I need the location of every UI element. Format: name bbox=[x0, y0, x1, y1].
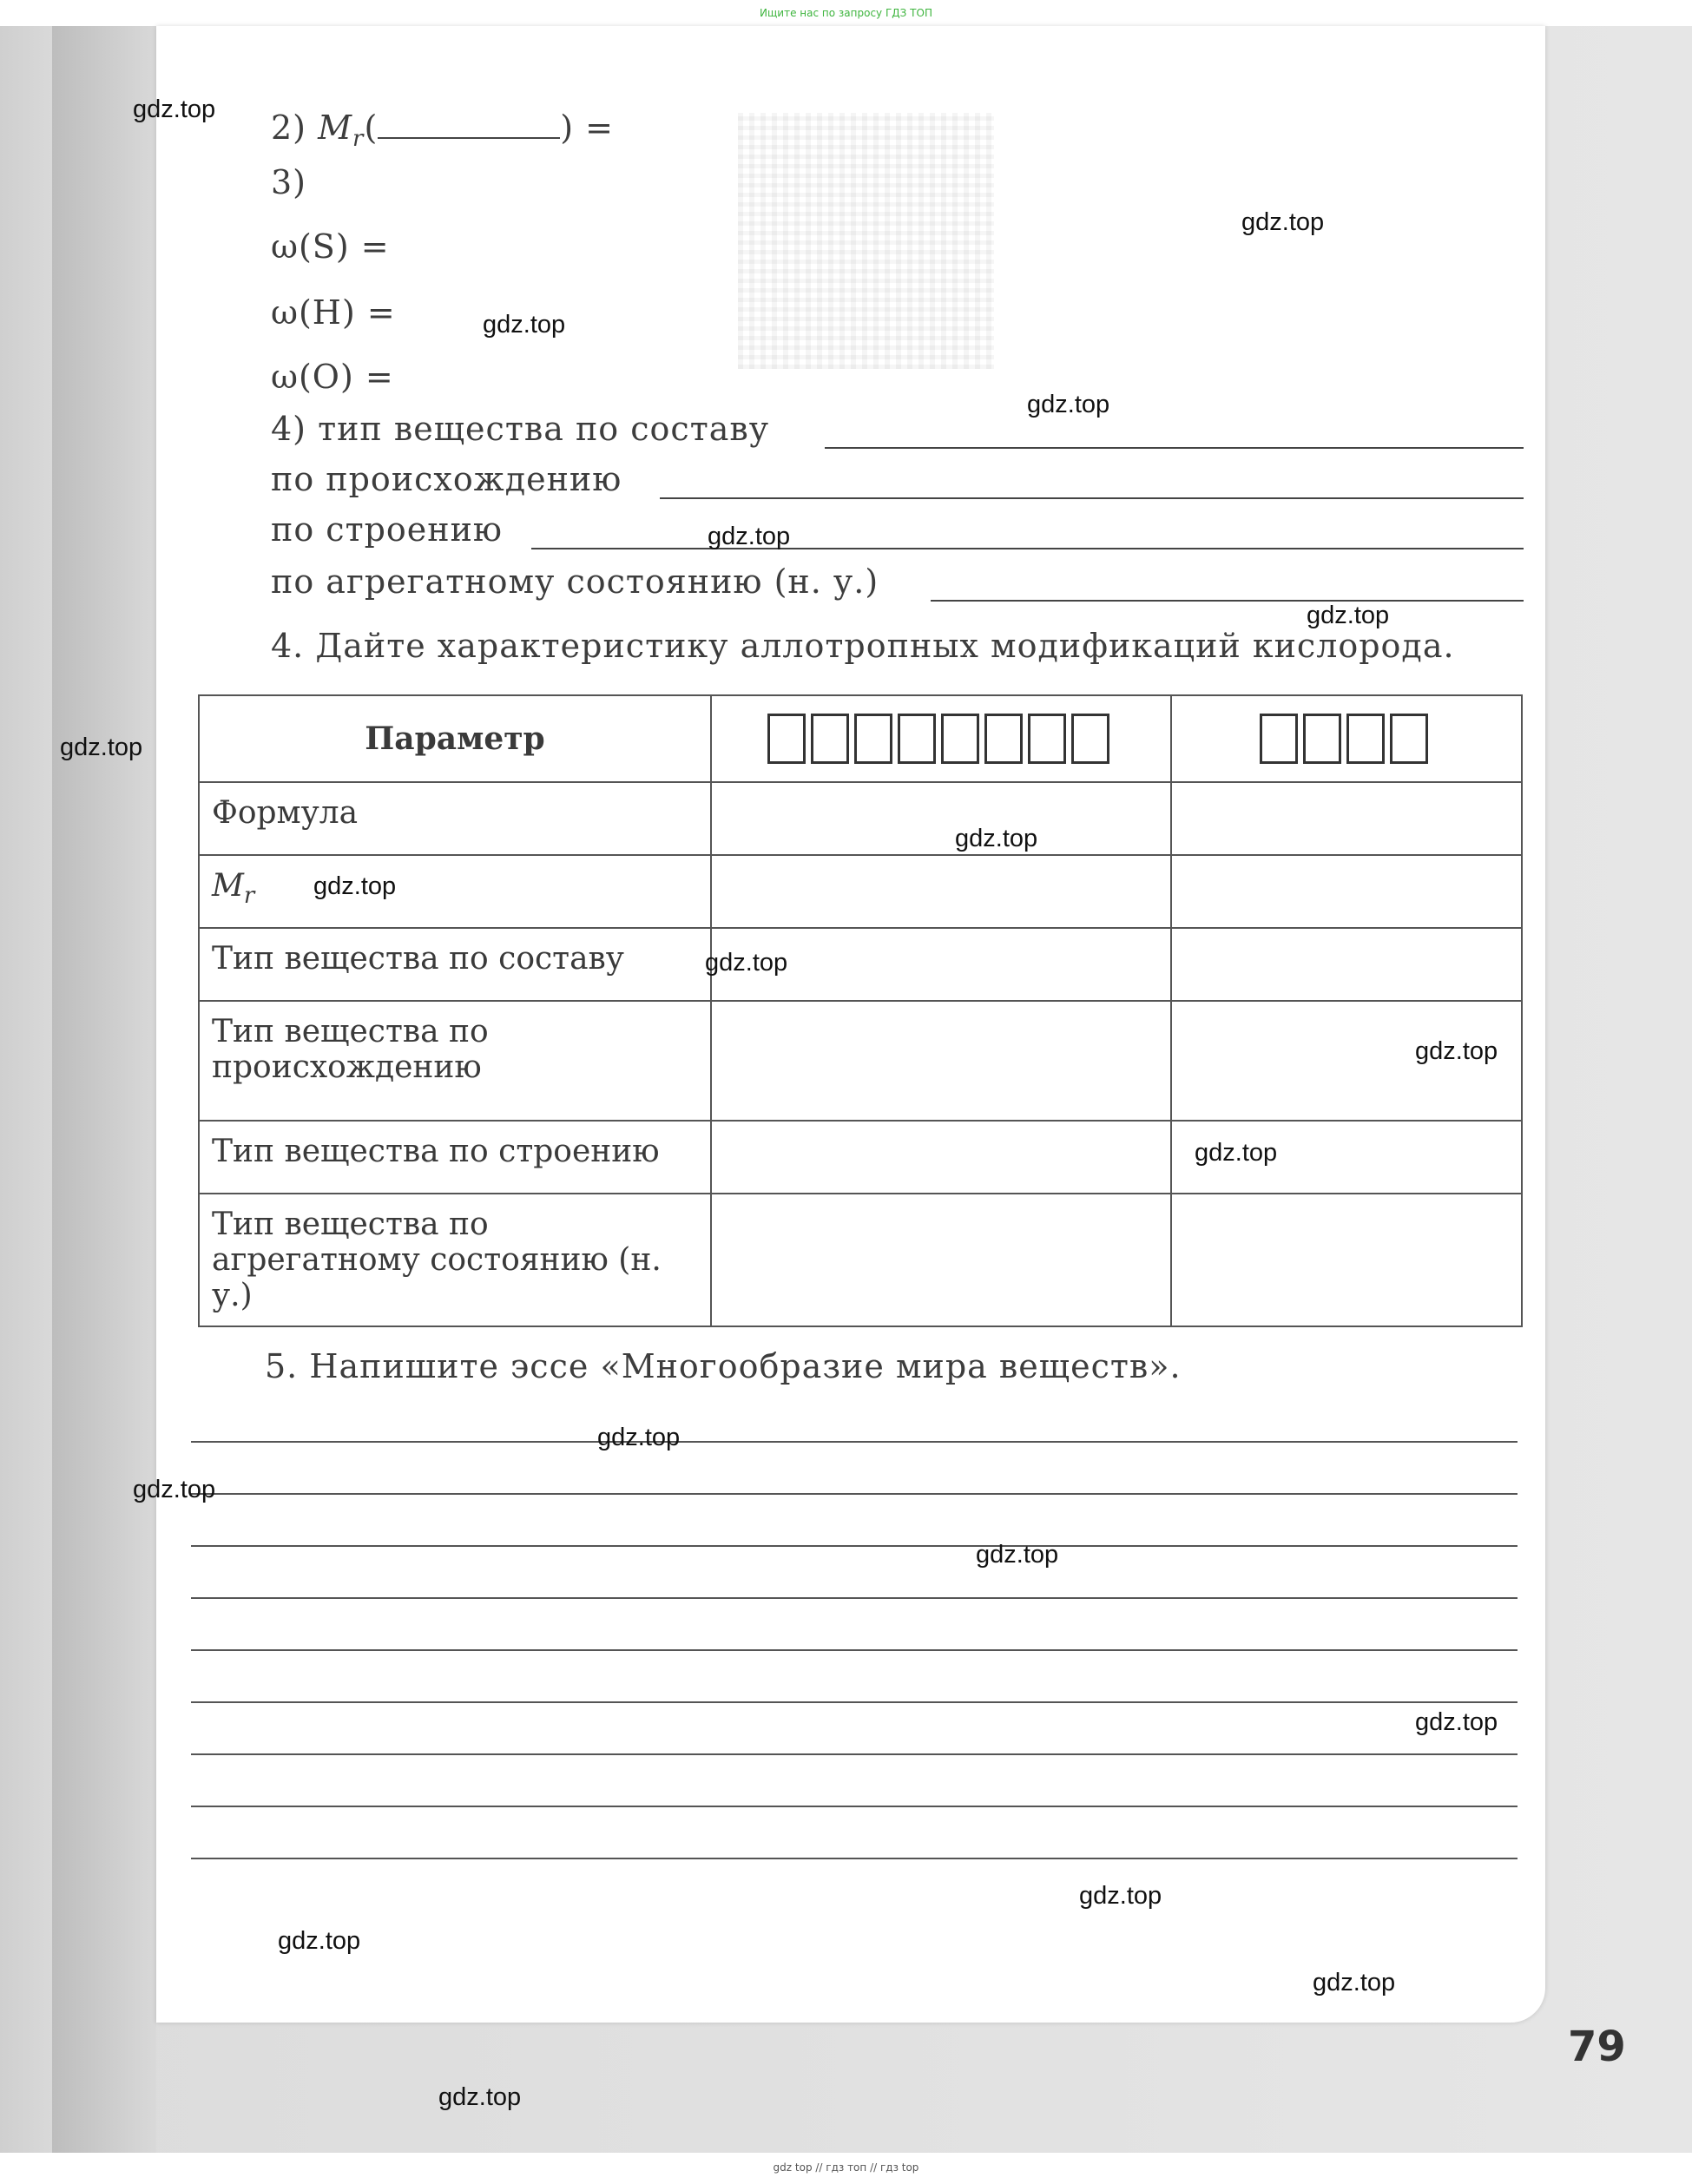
letter-box[interactable] bbox=[1346, 714, 1385, 764]
row-mr: $M_r$ bbox=[199, 855, 711, 928]
cell-composition-2[interactable] bbox=[1171, 928, 1522, 1001]
letter-box[interactable] bbox=[1390, 714, 1428, 764]
essay-line[interactable] bbox=[191, 1545, 1518, 1547]
essay-line[interactable] bbox=[191, 1858, 1518, 1859]
watermark: gdz.top bbox=[1195, 1139, 1278, 1167]
watermark: gdz.top bbox=[313, 872, 397, 900]
watermark: gdz.top bbox=[1415, 1037, 1498, 1065]
omega-o: ω(O) = bbox=[271, 358, 394, 396]
allotropes-table bbox=[198, 694, 1523, 1327]
letter-box[interactable] bbox=[1260, 714, 1298, 764]
footer-note: gdz top // гдз топ // гдз top bbox=[773, 2161, 919, 2174]
essay-line[interactable] bbox=[191, 1597, 1518, 1599]
essay-line[interactable] bbox=[191, 1493, 1518, 1495]
task5-heading: 5. Напишите эссе «Многообразие мира веществ». bbox=[265, 1347, 1182, 1385]
row-structure: Тип вещества по строению bbox=[199, 1121, 711, 1194]
row-aggregate: Тип вещества по агрегатному состоянию (н. у.) bbox=[199, 1194, 711, 1326]
mr-blank[interactable] bbox=[378, 113, 560, 139]
essay-line[interactable] bbox=[191, 1649, 1518, 1651]
omega-h: ω(H) = bbox=[271, 293, 396, 332]
cell-formula-1[interactable] bbox=[711, 782, 1171, 855]
cell-origin-1[interactable] bbox=[711, 1001, 1171, 1121]
header-note: Ищите нас по запросу ГДЗ ТОП bbox=[760, 7, 932, 19]
line-2: 2) $M_r$( ) = bbox=[271, 109, 615, 152]
letter-box[interactable] bbox=[984, 714, 1023, 764]
watermark: gdz.top bbox=[1079, 1882, 1162, 1910]
origin-label: по происхождению bbox=[271, 460, 622, 498]
letter-box[interactable] bbox=[1028, 714, 1066, 764]
letter-box[interactable] bbox=[854, 714, 892, 764]
line-4: 4) тип вещества по составу bbox=[271, 410, 770, 448]
watermark: gdz.top bbox=[708, 523, 791, 550]
structure-label: по строению bbox=[271, 510, 504, 549]
row-origin: Тип вещества по происхождению bbox=[199, 1001, 711, 1121]
watermark: gdz.top bbox=[955, 825, 1038, 852]
letter-box[interactable] bbox=[898, 714, 936, 764]
qr-code-faint bbox=[738, 113, 994, 369]
header-allotrope-2 bbox=[1171, 695, 1522, 782]
essay-line[interactable] bbox=[191, 1701, 1518, 1703]
watermark: gdz.top bbox=[1307, 602, 1390, 629]
letter-box[interactable] bbox=[941, 714, 979, 764]
essay-line[interactable] bbox=[191, 1806, 1518, 1807]
composition-blank[interactable] bbox=[825, 447, 1524, 449]
essay-line[interactable] bbox=[191, 1753, 1518, 1755]
cell-aggregate-1[interactable] bbox=[711, 1194, 1171, 1326]
header-allotrope-1 bbox=[711, 695, 1171, 782]
row-composition: Тип вещества по составу bbox=[199, 928, 711, 1001]
page-number: 79 bbox=[1568, 2023, 1626, 2071]
cell-structure-1[interactable] bbox=[711, 1121, 1171, 1194]
binding-shadow bbox=[52, 26, 156, 2153]
letter-box[interactable] bbox=[1071, 714, 1109, 764]
cell-mr-2[interactable] bbox=[1171, 855, 1522, 928]
letter-box[interactable] bbox=[1303, 714, 1341, 764]
cell-aggregate-2[interactable] bbox=[1171, 1194, 1522, 1326]
watermark: gdz.top bbox=[133, 1476, 216, 1503]
watermark: gdz.top bbox=[438, 2083, 522, 2111]
aggregate-label: по агрегатному состоянию (н. у.) bbox=[271, 562, 879, 601]
watermark: gdz.top bbox=[976, 1541, 1059, 1569]
watermark: gdz.top bbox=[1027, 391, 1110, 418]
letter-box[interactable] bbox=[767, 714, 806, 764]
header-parameter: Параметр bbox=[199, 695, 711, 782]
answer-boxes-1[interactable] bbox=[724, 714, 1158, 764]
omega-s: ω(S) = bbox=[271, 227, 390, 266]
watermark: gdz.top bbox=[483, 311, 566, 339]
watermark: gdz.top bbox=[278, 1927, 361, 1955]
watermark: gdz.top bbox=[133, 95, 216, 123]
watermark: gdz.top bbox=[1241, 208, 1325, 236]
watermark: gdz.top bbox=[705, 949, 788, 977]
watermark: gdz.top bbox=[1313, 1969, 1396, 1997]
answer-boxes-2[interactable] bbox=[1184, 714, 1509, 764]
watermark: gdz.top bbox=[1415, 1708, 1498, 1736]
origin-blank[interactable] bbox=[660, 497, 1524, 499]
letter-box[interactable] bbox=[811, 714, 849, 764]
watermark: gdz.top bbox=[597, 1424, 681, 1451]
line-3: 3) bbox=[271, 163, 307, 201]
task4-heading: 4. Дайте характеристику аллотропных модификаций кислорода. bbox=[271, 627, 1455, 665]
watermark: gdz.top bbox=[60, 733, 143, 761]
structure-blank[interactable] bbox=[531, 548, 1524, 549]
cell-formula-2[interactable] bbox=[1171, 782, 1522, 855]
row-formula: Формула bbox=[199, 782, 711, 855]
aggregate-blank[interactable] bbox=[931, 600, 1524, 602]
cell-mr-1[interactable] bbox=[711, 855, 1171, 928]
essay-line[interactable] bbox=[191, 1441, 1518, 1443]
